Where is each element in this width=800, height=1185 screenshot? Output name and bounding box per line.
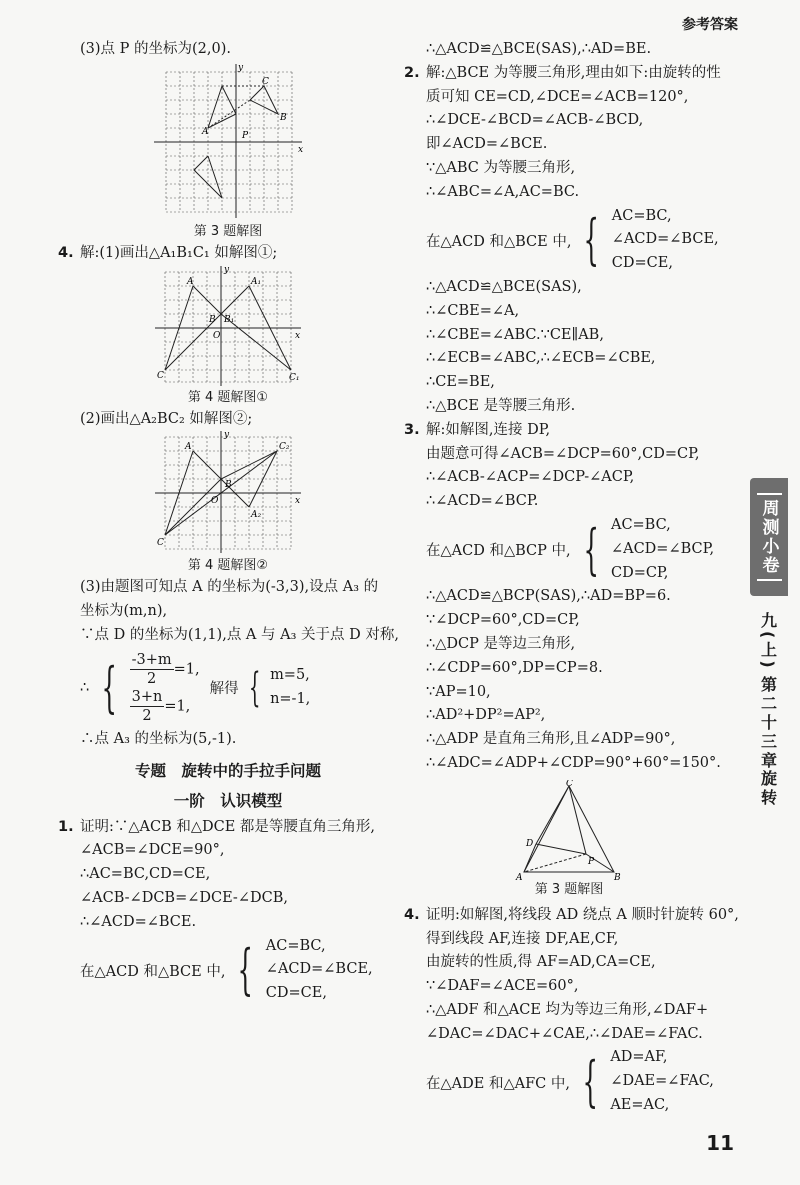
text-line: ∴∠CDP=60°,DP=CP=8. [426,659,603,676]
left-brace: { [583,208,600,272]
text-line: ∴AD²+DP²=AP², [426,707,546,724]
condition-line: AC=BC, [265,937,326,954]
equation-system [58,648,398,728]
point-label: C [157,538,164,549]
point-label: A₁ [251,276,262,287]
text-line: ∴∠CBE=∠A, [426,302,520,319]
congruence-conditions [404,1046,734,1117]
text-line: 在△ADE 和△AFC 中, [426,1075,570,1092]
solve-label: 解得 [209,681,239,698]
solution-line: m=5, [270,666,310,683]
condition-line: AE=AC, [610,1097,670,1114]
point-label: C₂ [279,442,290,453]
condition-line: ∠ACD=∠BCE, [611,231,719,248]
condition-line: AC=BC, [611,207,672,224]
text-line: ∴△ACD≌△BCE(SAS),∴AD=BE. [426,41,652,57]
condition-line: ∠ACD=∠BCE, [265,961,373,978]
equation-rhs: =1, [164,698,191,715]
topic-title: 专题 旋转中的手拉手问题 [134,761,321,780]
condition-line: CD=CE, [611,255,673,272]
text-line: (3)由题图可知点 A 的坐标为(-3,3),设点 A₃ 的 [80,579,379,596]
question-number: 2. [404,64,420,81]
text-line: ∴点 A₃ 的坐标为(5,-1). [80,730,237,747]
text-line: 解:(1)画出△A₁B₁C₁ 如解图①; [80,244,278,261]
figure-caption: 第 3 题解图 [193,223,263,239]
text-line: ∴∠ACD=∠BCE. [80,913,197,930]
text-line: 得到线段 AF,连接 DF,AE,CF, [426,930,619,947]
level-title: 一阶 认识模型 [173,791,283,810]
text-line: 由旋转的性质,得 AF=AD,CA=CE, [426,954,656,971]
condition-line: CD=CP, [610,564,669,581]
left-brace: { [237,938,254,1002]
point-label: P [242,130,249,141]
congruence-conditions [404,205,734,276]
axis-label: y [238,62,244,73]
text-line: 即∠ACD=∠BCE. [426,136,548,153]
point-label: O [211,496,219,507]
coordinate-figure-q4-2 [153,431,303,556]
text-line: ∴△ADF 和△ACE 均为等边三角形,∠DAF+ [426,1001,709,1018]
condition-line: CD=CE, [265,985,327,1002]
figure-caption: 第 3 题解图 [534,881,604,897]
axis-label: y [224,431,230,441]
condition-line: AD=AF, [610,1049,668,1066]
fraction-denominator: 2 [142,707,152,724]
point-label: C [262,76,269,87]
figure-caption: 第 4 题解图① [187,389,269,405]
axis-label: x [298,144,304,155]
side-chapter: 第二十三章 [758,676,778,771]
right-column [404,38,739,1118]
point-label: B [209,314,216,325]
point-label: B [225,480,232,491]
text-line: 坐标为(m,n), [80,603,168,620]
coordinate-figure-q4-1 [153,266,303,388]
therefore-symbol: ∴ [80,679,90,696]
fraction-numerator: 3+n [131,688,163,705]
point-label: B [614,872,621,880]
question-number: 3. [404,421,420,438]
left-brace: { [582,1050,598,1114]
text-line: ∴△ACD≌△BCE(SAS), [426,278,582,295]
text-line: ∴△BCE 是等腰三角形. [426,397,576,414]
point-label: A [187,276,194,287]
coordinate-figure-q3 [148,62,308,222]
text-line: ∴∠ACB-∠ACP=∠DCP-∠ACP, [426,469,635,486]
point-label: B [280,112,287,123]
triangle-figure-q3 [514,780,624,880]
point-label: P [588,856,595,867]
text-line: ∵点 D 的坐标为(1,1),点 A 与 A₃ 关于点 D 对称, [80,626,399,643]
text-line: ∴△ACD≌△BCP(SAS),∴AD=BP=6. [426,588,671,605]
question-number: 4. [404,906,420,923]
condition-line: ∠DAE=∠FAC, [610,1073,714,1090]
left-column [58,38,398,1006]
left-brace: { [248,664,261,711]
text-line: ∵∠DAF=∠ACE=60°, [426,978,579,995]
left-brace: { [101,655,118,719]
text-line: 解:△BCE 为等腰三角形,理由如下:由旋转的性 [426,64,721,81]
solution-line: n=-1, [270,690,311,707]
text-line: ∴△ADP 是直角三角形,且∠ADP=90°, [426,731,676,748]
text-line: ∠ACB=∠DCE=90°, [80,842,225,859]
page-number: 11 [706,1131,734,1155]
point-label: A [202,126,209,137]
text-line: ∠DAC=∠DAC+∠CAE,∴∠DAE=∠FAC. [426,1025,703,1042]
text-line: 由题意可得∠ACB=∠DCP=60°,CD=CP, [426,445,700,462]
congruence-conditions [58,935,398,1006]
fraction-numerator: -3+m [131,651,172,668]
left-brace: { [583,517,599,581]
point-label: C [566,779,573,789]
text-line: 质可知 CE=CD,∠DCE=∠ACB=120°, [426,88,689,105]
side-tab-label: 周测小卷 [757,493,782,581]
text-line: ∵AP=10, [426,683,491,700]
point-label: C [157,370,164,381]
text-line: ∴∠DCE-∠BCD=∠ACB-∠BCD, [426,112,644,129]
point-label: A [185,442,192,453]
text-line: ∴CE=BE, [426,374,495,391]
point-label: O [213,330,221,341]
text-line: 解:如解图,连接 DP, [426,421,551,438]
text-line: ∵△ABC 为等腰三角形, [426,159,576,176]
condition-line: ∠ACD=∠BCP, [610,540,715,557]
side-grade: 九(上) [758,612,778,671]
text-line: ∵∠DCP=60°,CD=CP, [426,612,580,629]
side-topic: 旋转 [758,770,778,808]
header-title: 参考答案 [682,17,738,33]
text-line: 证明:∵△ACB 和△DCE 都是等腰直角三角形, [80,818,376,835]
text-line: (3)点 P 的坐标为(2,0). [80,41,231,57]
text-line: ∴∠ADC=∠ADP+∠CDP=90°+60°=150°. [426,754,721,771]
point-label: D [526,838,534,849]
text-line: ∴∠ABC=∠A,AC=BC. [426,183,580,200]
equation-rhs: =1, [173,661,200,678]
fraction-denominator: 2 [146,670,157,687]
congruence-conditions [404,514,734,585]
text-line: ∴∠ECB=∠ABC,∴∠ECB=∠CBE, [426,350,656,367]
side-tab [750,478,788,596]
text-line: ∴∠ACD=∠BCP. [426,493,539,510]
point-label: A₂ [251,510,262,521]
point-label: C₁ [289,372,300,383]
point-label: A [516,872,523,880]
text-line: ∴∠CBE=∠ABC.∵CE∥AB, [426,326,604,343]
text-line: 在△ACD 和△BCP 中, [426,543,571,560]
axis-label: x [295,330,301,341]
point-label: B₁ [224,314,235,325]
text-line: 证明:如解图,将线段 AD 绕点 A 顺时针旋转 60°, [426,906,739,923]
axis-label: x [295,496,301,507]
condition-line: AC=BC, [610,516,671,533]
figure-caption: 第 4 题解图② [187,558,269,574]
text-line: ∴△DCP 是等边三角形, [426,635,576,652]
text-line: 在△ACD 和△BCE 中, [80,963,226,980]
question-number: 1. [58,818,74,835]
text-line: ∴AC=BC,CD=CE, [80,866,211,883]
text-line: 在△ACD 和△BCE 中, [426,233,572,250]
question-number: 4. [58,244,74,261]
axis-label: y [224,265,230,275]
text-line: (2)画出△A₂BC₂ 如解图②; [80,410,253,427]
text-line: ∠ACB-∠DCB=∠DCE-∠DCB, [80,889,288,906]
